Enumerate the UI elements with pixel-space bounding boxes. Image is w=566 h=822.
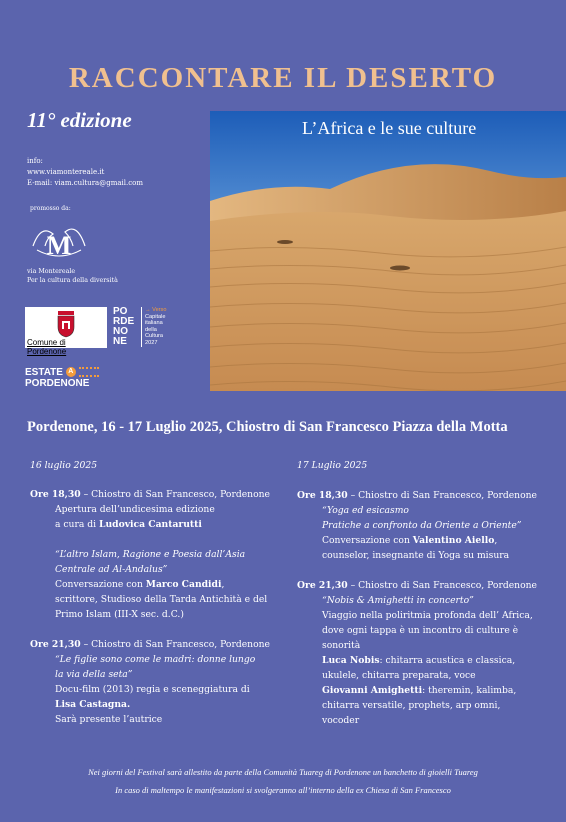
- day2-event1-quote2: Pratiche a confronto da Oriente a Oriente”: [322, 520, 522, 531]
- day2-event2-quote1: “Nobis & Amighetti in concerto”: [322, 595, 474, 606]
- italiana-label: italiana: [145, 320, 163, 327]
- poster-title: RACCONTARE IL DESERTO: [68, 62, 498, 94]
- pordenone-capitale-logo: [113, 307, 175, 349]
- day2-musician1-instruments2: ukulele, chitarra preparata, voce: [322, 670, 476, 681]
- day2-event2-line3: sonorità: [322, 640, 361, 651]
- pordenone-letters-4: NE: [113, 336, 127, 347]
- day1-event1-place: – Chiostro di San Francesco, Pordenone: [80, 489, 270, 500]
- day1-event2-header: [30, 637, 280, 652]
- day2-event1-time: Ore 18,30: [297, 490, 348, 501]
- montereale-emblem-icon: [27, 216, 91, 266]
- estate-pattern-icon: [79, 367, 99, 377]
- day1-speaker-bio1: scrittore, Studioso della Tarda Antichità e del: [55, 594, 268, 605]
- capitale-label: Capitale: [145, 313, 166, 320]
- year-label: 2027: [145, 339, 158, 346]
- day2-conversation-comma: ,: [494, 535, 498, 546]
- pordenone-letters-2: RDE: [113, 316, 135, 327]
- day2-program: [297, 458, 557, 728]
- edition-label: 11° edizione: [27, 108, 132, 132]
- day1-speaker-bio2: Primo Islam (III-X sec. d.C.): [55, 609, 184, 620]
- day2-speaker-name: Valentino Aiello: [412, 535, 495, 546]
- day2-event2-place: – Chiostro di San Francesco, Pordenone: [347, 580, 537, 591]
- day2-conversation-prefix: Conversazione con: [322, 535, 413, 546]
- day2-musician2-instruments3: vocoder: [322, 715, 360, 726]
- venue-line: Pordenone, 16 - 17 Luglio 2025, Chiostro di San Francesco Piazza della Motta: [27, 419, 508, 435]
- day2-speaker-bio: counselor, insegnante di Yoga su misura: [322, 550, 510, 561]
- day1-conversation-prefix: Conversazione con: [55, 579, 146, 590]
- day2-date: 17 Luglio 2025: [297, 460, 368, 471]
- day1-event2-time: Ore 21,30: [30, 639, 81, 650]
- footer-note1: Nei giorni del Festival sarà allestito da parte della Comunità Tuareg di Pordenone un banchetto di gioielli Tuareg: [88, 767, 478, 777]
- photo-caption: L’Africa e le sue culture: [302, 118, 477, 138]
- desert-landscape-icon: [210, 111, 566, 391]
- day2-event1-place: – Chiostro di San Francesco, Pordenone: [347, 490, 537, 501]
- day1-event1-conversation: [30, 577, 280, 592]
- day1-conversation-comma: ,: [221, 579, 225, 590]
- website-link[interactable]: www.viamontereale.it: [27, 168, 105, 176]
- cultura-label: Cultura: [145, 333, 164, 340]
- day2-musician2-name: Giovanni Amighetti: [322, 685, 423, 696]
- day2-event1-conversation: [297, 533, 557, 548]
- day1-event1-time: Ore 18,30: [30, 489, 81, 500]
- info-block: [27, 156, 143, 189]
- promoter-name-line2: Per la cultura della diversità: [27, 277, 118, 284]
- day1-event1-quote2: Centrale ad Al-Andalus”: [55, 564, 168, 575]
- day1-program: [30, 458, 280, 727]
- footer-note2: In caso di maltempo le manifestazioni si svolgeranno all’interno della ex Chiesa di San Francesco: [115, 785, 451, 795]
- montereale-logo-letter: M: [46, 231, 72, 260]
- day2-event2-time: Ore 21,30: [297, 580, 348, 591]
- day2-musician1-instruments: : chitarra acustica e classica,: [379, 655, 516, 666]
- estate-pordenone-logo: [25, 367, 99, 389]
- day1-date: 16 luglio 2025: [30, 460, 98, 471]
- day1-event1-header: [30, 487, 280, 502]
- promoter-label: promosso da:: [30, 205, 71, 212]
- day1-event2-line3: Sarà presente l’autrice: [55, 714, 163, 725]
- coat-of-arms-icon: [25, 307, 107, 339]
- estate-label: ESTATE: [25, 367, 63, 378]
- pordenone-label: PORDENONE: [25, 378, 90, 389]
- day2-event2-header: [297, 578, 557, 593]
- della-label: della: [145, 326, 157, 333]
- day1-curator-name: Ludovica Cantarutti: [99, 519, 202, 530]
- day2-event2-line2: dove ogni tappa è un incontro di culture è: [322, 625, 519, 636]
- day1-event1-quote1: “L’altro Islam, Ragione e Poesia dall’Asia: [55, 549, 246, 560]
- day2-event1-quote1: “Yoga ed esicasmo: [322, 505, 409, 516]
- pordenone-letters-1: PO: [113, 306, 128, 317]
- pordenone-letters-3: NO: [113, 326, 128, 337]
- estate-badge: A: [66, 367, 76, 377]
- via-montereale-logo: [27, 216, 91, 266]
- day2-musician1-name: Luca Nobis: [322, 655, 380, 666]
- promoter-name-line1: via Montereale: [27, 268, 76, 275]
- promoter-name: [27, 267, 118, 285]
- day1-event1-curator: [30, 517, 280, 532]
- day2-musician2-instruments: : theremin, kalimba,: [422, 685, 517, 696]
- day2-musician2: [297, 683, 557, 698]
- day2-event1-header: [297, 488, 557, 503]
- day1-event2-quote2: la via della seta”: [55, 669, 133, 680]
- day1-event2-place: – Chiostro di San Francesco, Pordenone: [80, 639, 270, 650]
- day1-event2-quote1: “Le figlie sono come le madri: donne lungo: [55, 654, 256, 665]
- day1-event2-director: Lisa Castagna.: [55, 699, 131, 710]
- comune-pordenone-logo: [25, 307, 107, 356]
- desert-photo: [210, 111, 566, 391]
- verso-label: → Verso: [145, 307, 167, 313]
- comune-label: Comune di Pordenone: [27, 338, 67, 356]
- day1-curator-prefix: a cura di: [55, 519, 99, 530]
- day2-musician1: [297, 653, 557, 668]
- email-link[interactable]: E-mail: viam.cultura@gmail.com: [27, 179, 143, 187]
- info-label: info:: [27, 157, 43, 165]
- day1-event1-line1: Apertura dell’undicesima edizione: [55, 504, 215, 515]
- day2-musician2-instruments2: chitarra versatile, prophets, arp omni,: [322, 700, 501, 711]
- day1-event2-line1: Docu-film (2013) regia e sceneggiatura di: [55, 684, 250, 695]
- day2-event2-line1: Viaggio nella poliritmia profonda dell’ Africa,: [322, 610, 533, 621]
- day1-speaker-name: Marco Candidi: [145, 579, 222, 590]
